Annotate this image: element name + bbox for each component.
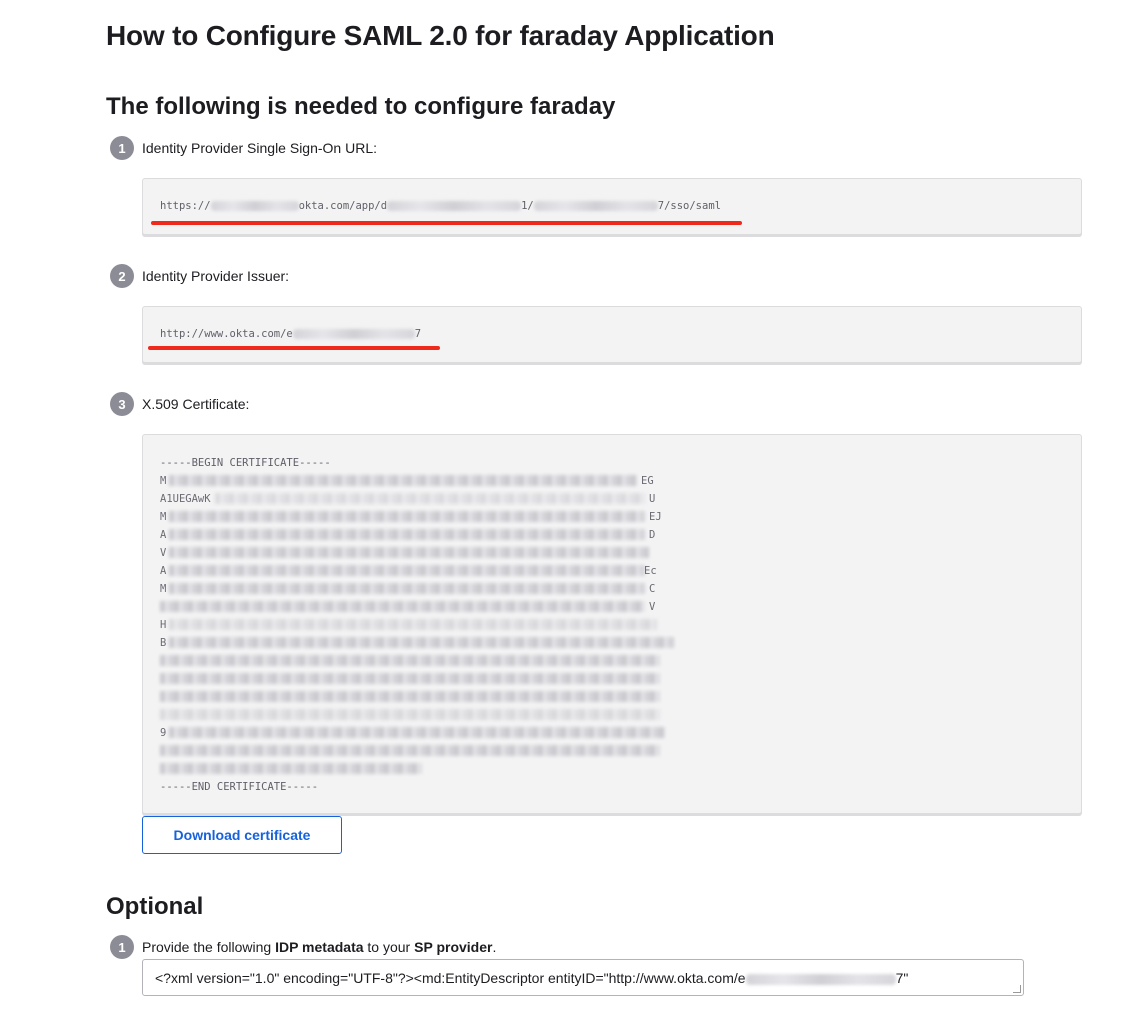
- cert-line: A1UEGAwK U: [160, 493, 656, 505]
- page-title: How to Configure SAML 2.0 for faraday Application: [106, 20, 775, 51]
- cert-line: [160, 763, 680, 774]
- cert-line: [160, 709, 680, 720]
- cert-line: M C: [160, 583, 656, 595]
- cert-line: V: [160, 601, 660, 612]
- redacted-segment: [211, 201, 299, 211]
- sso-url-codebox[interactable]: [142, 178, 1082, 235]
- cert-line: M EJ: [160, 511, 662, 523]
- cert-line: V: [160, 547, 660, 558]
- step-label: Identity Provider Issuer:: [142, 268, 290, 284]
- cert-line: [160, 655, 680, 666]
- redaction-underline: [148, 346, 440, 350]
- section-heading-required: The following is needed to configure faraday: [106, 93, 616, 120]
- cert-line: H: [160, 619, 660, 630]
- cert-line: 9: [160, 727, 680, 738]
- redacted-segment: [746, 974, 896, 985]
- cert-line: M EG: [160, 475, 654, 487]
- step-label: Identity Provider Single Sign-On URL:: [142, 140, 377, 156]
- resize-handle-icon[interactable]: [1013, 985, 1021, 993]
- step-certificate: [110, 392, 249, 416]
- cert-line: A Ec: [160, 565, 657, 577]
- download-certificate-button[interactable]: Download certificate: [142, 816, 342, 854]
- step-number-badge: 1: [110, 935, 134, 959]
- step-number-badge: 3: [110, 392, 134, 416]
- redacted-segment: [293, 329, 415, 339]
- issuer-codebox[interactable]: [142, 306, 1082, 363]
- issuer-value[interactable]: http://www.okta.com/e 7: [160, 328, 422, 340]
- step-idp-metadata: [110, 935, 496, 959]
- idp-metadata-value: <?xml version="1.0" encoding="UTF-8"?><md:EntityDescriptor entityID="http://www.okta.com/e: [155, 970, 746, 986]
- cert-end-line: -----END CERTIFICATE-----: [160, 781, 319, 793]
- step-number-badge: 2: [110, 264, 134, 288]
- cert-line: B: [160, 637, 680, 648]
- cert-line: [160, 691, 680, 702]
- redacted-segment: [534, 201, 658, 211]
- step-label: X.509 Certificate:: [142, 396, 250, 412]
- cert-line: A D: [160, 529, 656, 541]
- redaction-underline: [151, 221, 742, 225]
- step-number-badge: 1: [110, 136, 134, 160]
- step-issuer: [110, 264, 289, 288]
- step-label: Provide the following IDP metadata to your SP provider.: [142, 939, 497, 955]
- redacted-segment: [387, 201, 521, 211]
- cert-line: [160, 673, 680, 684]
- cert-line: [160, 745, 680, 756]
- sso-url-value[interactable]: https:// okta.com/app/d 1/ 7/sso/saml: [160, 200, 721, 212]
- idp-metadata-textarea[interactable]: <?xml version="1.0" encoding="UTF-8"?><md:EntityDescriptor entityID="http://www.okta.com/e 7": [142, 959, 1024, 996]
- step-sso-url: [110, 136, 377, 160]
- cert-begin-line: -----BEGIN CERTIFICATE-----: [160, 457, 331, 469]
- section-heading-optional: Optional: [106, 893, 204, 920]
- certificate-codebox[interactable]: [142, 434, 1082, 814]
